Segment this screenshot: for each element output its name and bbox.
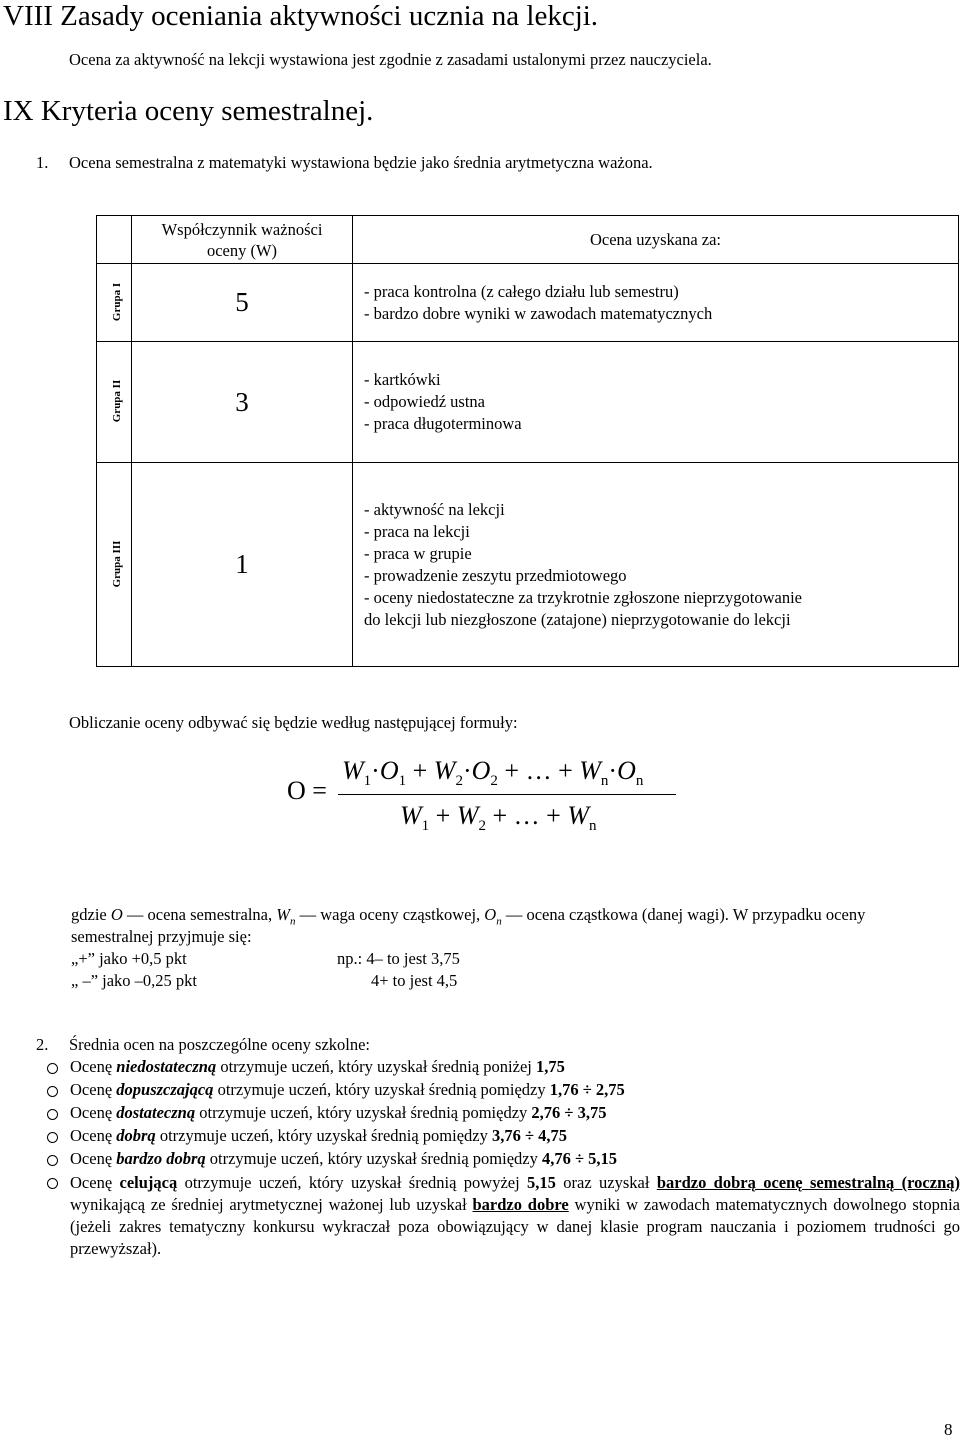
formula-numerator: $W_1\cdot O_1 + W_2\cdot O_2$ + … + $W_n\cdot O_n$ bbox=[342, 756, 644, 789]
group-item: - praca w grupie bbox=[364, 543, 472, 563]
group-label-1: Grupa I bbox=[111, 282, 123, 322]
group-items-3 bbox=[353, 463, 958, 666]
minus-rule: „ –” jako –0,25 pkt bbox=[71, 971, 198, 990]
example-plus: 4+ to jest 4,5 bbox=[371, 971, 458, 990]
point2-title: Średnia ocen na poszczególne oceny szkolne: bbox=[69, 1035, 371, 1054]
legend-line2: semestralnej przyjmuje się: bbox=[71, 927, 252, 946]
group-label-2: Grupa II bbox=[111, 379, 123, 423]
group-item: - prowadzenie zeszytu przedmiotowego bbox=[364, 565, 627, 585]
group-item: - oceny niedostateczne za trzykrotnie zgłoszone nieprzygotowanie bbox=[364, 587, 802, 607]
celujaca-paragraph: Ocenę celującą otrzymuje uczeń, który uzyskał średnią powyżej 5,15 oraz uzyskał bardzo dobrą ocenę semestralną (roczną) wynikającą ze średniej arytmetycznej ważonej lub uzyskał bardzo dobre wyniki w zawodach matematycznych dowolnego stopnia (jeżeli zakres tematyczny konkursu wykraczał poza obowiązujący w danej klasie program nauczania i poziomem trudności go przewyższał). bbox=[70, 1173, 960, 1258]
header-weight-line2: oceny (W) bbox=[206, 240, 278, 260]
grade-line: Ocenę niedostateczną otrzymuje uczeń, który uzyskał średnią poniżej 1,75 bbox=[70, 1057, 565, 1076]
weights-table bbox=[96, 215, 959, 667]
bullet-icon bbox=[47, 1063, 58, 1074]
group-item: - bardzo dobre wyniki w zawodach matematycznych bbox=[364, 303, 713, 323]
group-items-1 bbox=[353, 264, 958, 341]
grade-line: Ocenę bardzo dobrą otrzymuje uczeń, który uzyskał średnią pomiędzy 4,76 ÷ 5,15 bbox=[70, 1149, 618, 1168]
section-viii-title: VIII Zasady oceniania aktywności ucznia na lekcji. bbox=[3, 0, 599, 32]
section-viii-text: Ocena za aktywność na lekcji wystawiona jest zgodnie z zasadami ustalonymi przez nauczyciela. bbox=[69, 50, 712, 69]
point1-text: Ocena semestralna z matematyki wystawiona będzie jako średnia arytmetyczna ważona. bbox=[69, 153, 653, 172]
grade-line: Ocenę dopuszczającą otrzymuje uczeń, który uzyskał średnią pomiędzy 1,76 ÷ 2,75 bbox=[70, 1080, 625, 1099]
point1-number: 1. bbox=[36, 153, 49, 172]
bullet-icon bbox=[47, 1155, 58, 1166]
group-items-2 bbox=[353, 342, 958, 462]
weight-value-3: 1 bbox=[235, 549, 249, 579]
bullet-icon bbox=[47, 1178, 58, 1189]
formula-denominator: $W_1 + W_2$ + … + $W_n$ bbox=[400, 801, 597, 834]
point2-number: 2. bbox=[36, 1035, 49, 1054]
group-item: - kartkówki bbox=[364, 370, 441, 389]
header-weight-line1: Współczynnik ważności bbox=[161, 219, 323, 239]
group-item: - praca długoterminowa bbox=[364, 414, 522, 433]
formula-lhs: O = bbox=[287, 776, 327, 805]
weight-value-2: 3 bbox=[235, 386, 249, 417]
grade-line: Ocenę dobrą otrzymuje uczeń, który uzyskał średnią pomiędzy 3,76 ÷ 4,75 bbox=[70, 1126, 568, 1145]
plus-rule: „+” jako +0,5 pkt bbox=[71, 949, 187, 968]
section-ix-title: IX Kryteria oceny semestralnej. bbox=[3, 95, 374, 127]
bullet-icon bbox=[47, 1132, 58, 1143]
group-item: - praca kontrolna (z całego działu lub semestru) bbox=[364, 281, 679, 301]
formula-intro: Obliczanie oceny odbywać się będzie według następującej formuły: bbox=[69, 713, 518, 732]
group-item: - praca na lekcji bbox=[364, 521, 470, 541]
header-grade: Ocena uzyskana za: bbox=[589, 230, 721, 249]
bullet-icon bbox=[47, 1086, 58, 1097]
group-item: do lekcji lub niezgłoszone (zatajone) nieprzygotowanie do lekcji bbox=[364, 609, 791, 629]
grade-line: Ocenę dostateczną otrzymuje uczeń, który uzyskał średnią pomiędzy 2,76 ÷ 3,75 bbox=[70, 1103, 607, 1122]
page-number: 8 bbox=[944, 1420, 953, 1439]
legend-line1: gdzie O — ocena semestralna, $W_n$ — waga oceny cząstkowej, $O_n$ — ocena cząstkowa (danej wagi). W przypadku oceny bbox=[71, 905, 866, 928]
group-label-3: Grupa III bbox=[111, 540, 123, 588]
weight-value-1: 5 bbox=[235, 287, 249, 317]
bullet-icon bbox=[47, 1109, 58, 1120]
formula-fraction-bar bbox=[338, 794, 676, 795]
example-minus: np.: 4– to jest 3,75 bbox=[337, 949, 460, 968]
group-item: - odpowiedź ustna bbox=[364, 392, 485, 411]
group-item: - aktywność na lekcji bbox=[364, 499, 505, 519]
header-weight bbox=[132, 216, 352, 263]
